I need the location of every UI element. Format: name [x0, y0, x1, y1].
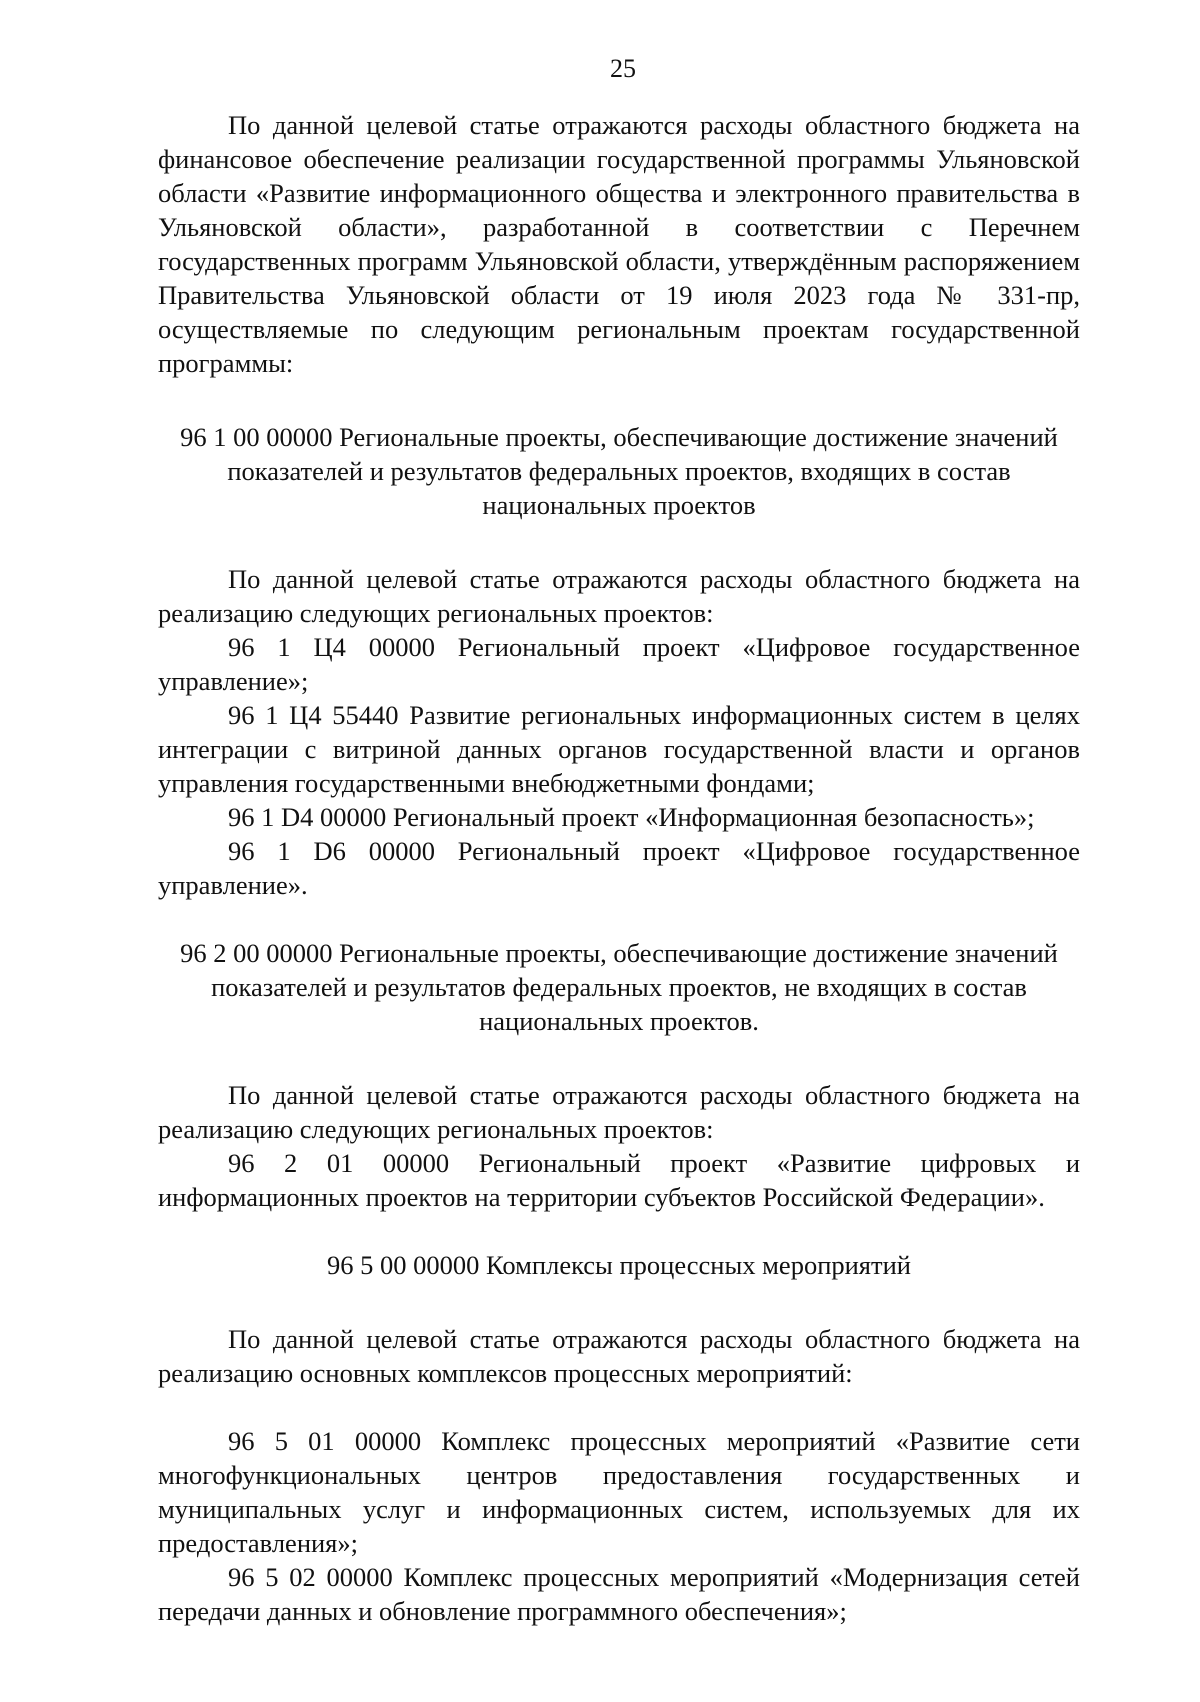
list-item: 96 2 01 00000 Региональный проект «Развитие цифровых и информационных проектов на территории субъектов Российской Федерации». — [158, 1148, 1080, 1212]
section-heading-96-1: 96 1 00 00000 Региональные проекты, обеспечивающие достижение значений показателей и результатов федеральных проектов, входящих в состав национальных проектов — [180, 422, 1058, 520]
section-paragraph: По данной целевой статье отражаются расходы областного бюджета на реализацию основных комплексов процессных мероприятий: — [158, 1324, 1080, 1388]
list-item: 96 5 01 00000 Комплекс процессных мероприятий «Развитие сети многофункциональных центров предоставления государственных и муниципальных услуг и информационных систем, используемых для их предоставления»; — [158, 1426, 1080, 1558]
section-heading-96-2: 96 2 00 00000 Региональные проекты, обеспечивающие достижение значений показателей и результатов федеральных проектов, не входящих в состав национальных проектов. — [180, 938, 1058, 1036]
list-item: 96 1 Ц4 55440 Развитие региональных информационных систем в целях интеграции с витриной данных органов государственной власти и органов управления государственными внебюджетными фондами; — [158, 700, 1080, 798]
list-item: 96 1 D6 00000 Региональный проект «Цифровое государственное управление». — [158, 836, 1080, 900]
list-item: 96 1 D4 00000 Региональный проект «Информационная безопасность»; — [228, 802, 1035, 832]
section-paragraph: По данной целевой статье отражаются расходы областного бюджета на реализацию следующих региональных проектов: — [158, 564, 1080, 628]
page-number: 25 — [610, 54, 636, 83]
section-heading-96-5: 96 5 00 00000 Комплексы процессных мероприятий — [327, 1250, 911, 1280]
section-paragraph: По данной целевой статье отражаются расходы областного бюджета на реализацию следующих региональных проектов: — [158, 1080, 1080, 1144]
list-item: 96 5 02 00000 Комплекс процессных мероприятий «Модернизация сетей передачи данных и обновление программного обеспечения»; — [158, 1562, 1080, 1626]
intro-paragraph: По данной целевой статье отражаются расходы областного бюджета на финансовое обеспечение реализации государственной программы Ульяновской области «Развитие информационного общества и электронного правительства в Ульяновской области», разработанной в соответствии с Перечнем государственных программ Ульяновской области, утверждённым распоряжением Правительства Ульяновской области от 19 июля 2023 года № 331-пр, осуществляемые по следующим региональным проектам государственной программы: — [158, 110, 1080, 378]
list-item: 96 1 Ц4 00000 Региональный проект «Цифровое государственное управление»; — [158, 632, 1080, 696]
